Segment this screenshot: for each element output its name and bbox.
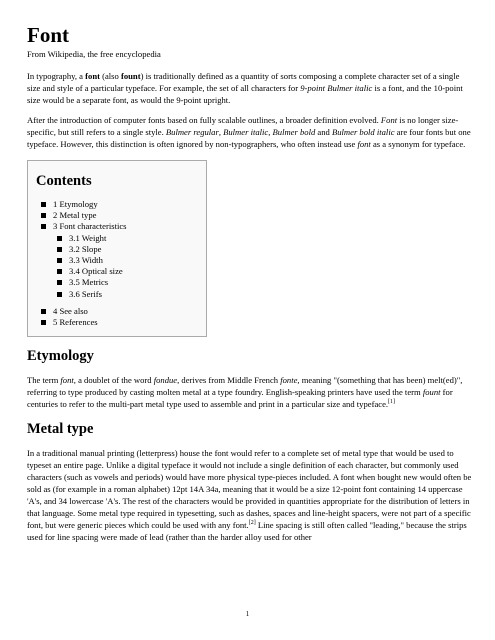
italic-term: Bulmer bold: [272, 127, 316, 137]
italic-term: fount: [422, 387, 441, 398]
toc-item-etymology[interactable]: 1 Etymology: [36, 199, 198, 210]
toc-list-end: [36, 306, 198, 328]
toc-item-slope[interactable]: 3.2 Slope: [52, 244, 198, 255]
toc-item-serifs[interactable]: 3.6 Serifs: [52, 289, 198, 300]
toc-item-see-also[interactable]: 4 See also: [36, 306, 198, 317]
text-run: and: [315, 127, 332, 137]
text-run: are four fonts but one typeface. However, this distinction is often ignored by non-typographers, who often instead use: [27, 127, 471, 149]
citation-link[interactable]: [2]: [248, 520, 256, 527]
text-run: , derives from Middle French: [177, 375, 281, 386]
table-of-contents: [27, 160, 207, 337]
intro-paragraph-1: [27, 70, 472, 106]
italic-term: 9-point Bulmer italic: [300, 83, 373, 93]
text-run: is no longer size-specific, but still refers to a single style.: [27, 115, 459, 137]
bold-term-fount: fount: [120, 71, 141, 81]
text-run: After the introduction of computer fonts based on fully scalable outlines, a broader definition evolved.: [27, 115, 381, 125]
section-heading-etymology: Etymology: [27, 348, 94, 365]
text-run: , a doublet of the word: [73, 375, 154, 386]
text-run: for centuries to refer to the multi-part metal type used to assemble and print in a particular size and typeface.: [27, 387, 453, 410]
text-run: ) is traditionally defined as a quantity of sorts composing a complete character set of a single size and style of a particular typeface. For example, the set of all characters for: [27, 71, 460, 93]
article-body: [27, 24, 472, 551]
text-run: as a synonym for typeface.: [370, 139, 466, 149]
italic-term: Font: [380, 115, 398, 125]
section-heading-metal-type: Metal type: [27, 421, 94, 438]
text-run: The term: [27, 375, 61, 386]
text-run: Line spacing is still often called "leading," because the strips used for line spacing were made of lead (rather than the harder alloy used for other: [27, 520, 467, 543]
bold-term-font: font: [85, 71, 100, 81]
toc-item-optical-size[interactable]: 3.4 Optical size: [52, 266, 198, 277]
italic-term: font: [60, 375, 74, 386]
text-run: (also: [99, 71, 121, 81]
italic-term: Bulmer regular: [165, 127, 219, 137]
text-run: In typography, a: [27, 71, 86, 81]
intro-paragraph-2: [27, 114, 472, 150]
italic-term: Bulmer bold italic: [331, 127, 395, 137]
toc-item-width[interactable]: 3.3 Width: [52, 255, 198, 266]
toc-item-references[interactable]: 5 References: [36, 317, 198, 328]
italic-term: font: [357, 139, 371, 149]
text-run: , meaning "(something that has been) melt(ed)", referring to type produced by casting molten metal at a type foundry. English-speaking printers have used the term: [27, 375, 463, 398]
text-run: is a font, and the 10-point size would be a separate font, as would the 9-point upright.: [27, 83, 463, 105]
toc-item-metrics[interactable]: 3.5 Metrics: [52, 277, 198, 288]
italic-term: fonte: [280, 375, 298, 386]
page-number: 1: [245, 610, 250, 618]
toc-item-font-characteristics[interactable]: 3 Font characteristics: [36, 221, 198, 232]
citation-link[interactable]: [1]: [388, 399, 396, 406]
text-run: ,: [218, 127, 224, 137]
etymology-paragraph: [27, 374, 472, 410]
metal-type-paragraph: [27, 447, 472, 543]
toc-item-metal-type[interactable]: 2 Metal type: [36, 210, 198, 221]
text-run: In a traditional manual printing (letterpress) house the font would refer to a complete set of metal type that would be used to typeset an entire page. Unlike a digital typeface it would not include a single definition of each character, but commonly used characters (such as vowels and periods) would have more physical type-pieces included. A font when bought new would often be sold as (for example in a roman alphabet) 12pt 14A 34a, meaning that it would be a size 12-point font containing 14 uppercase 'A's, and 34 lowercase 'A's. The rest of the characters would be provided in quantities appropriate for the distribution of letters in that language. Some metal type required in typesetting, such as dashes, spaces and line-height spacers, were not part of a specific font, but were generic pieces which could be used with any font.: [27, 448, 472, 531]
toc-list: [36, 199, 198, 233]
toc-sublist: [36, 233, 198, 300]
toc-title: Contents: [36, 173, 92, 189]
italic-term: fondue: [153, 375, 178, 386]
italic-term: Bulmer italic: [223, 127, 269, 137]
page-subtitle: From Wikipedia, the free encyclopedia: [27, 49, 161, 59]
toc-item-weight[interactable]: 3.1 Weight: [52, 233, 198, 244]
page-title: Font: [27, 23, 69, 47]
text-run: ,: [268, 127, 273, 137]
